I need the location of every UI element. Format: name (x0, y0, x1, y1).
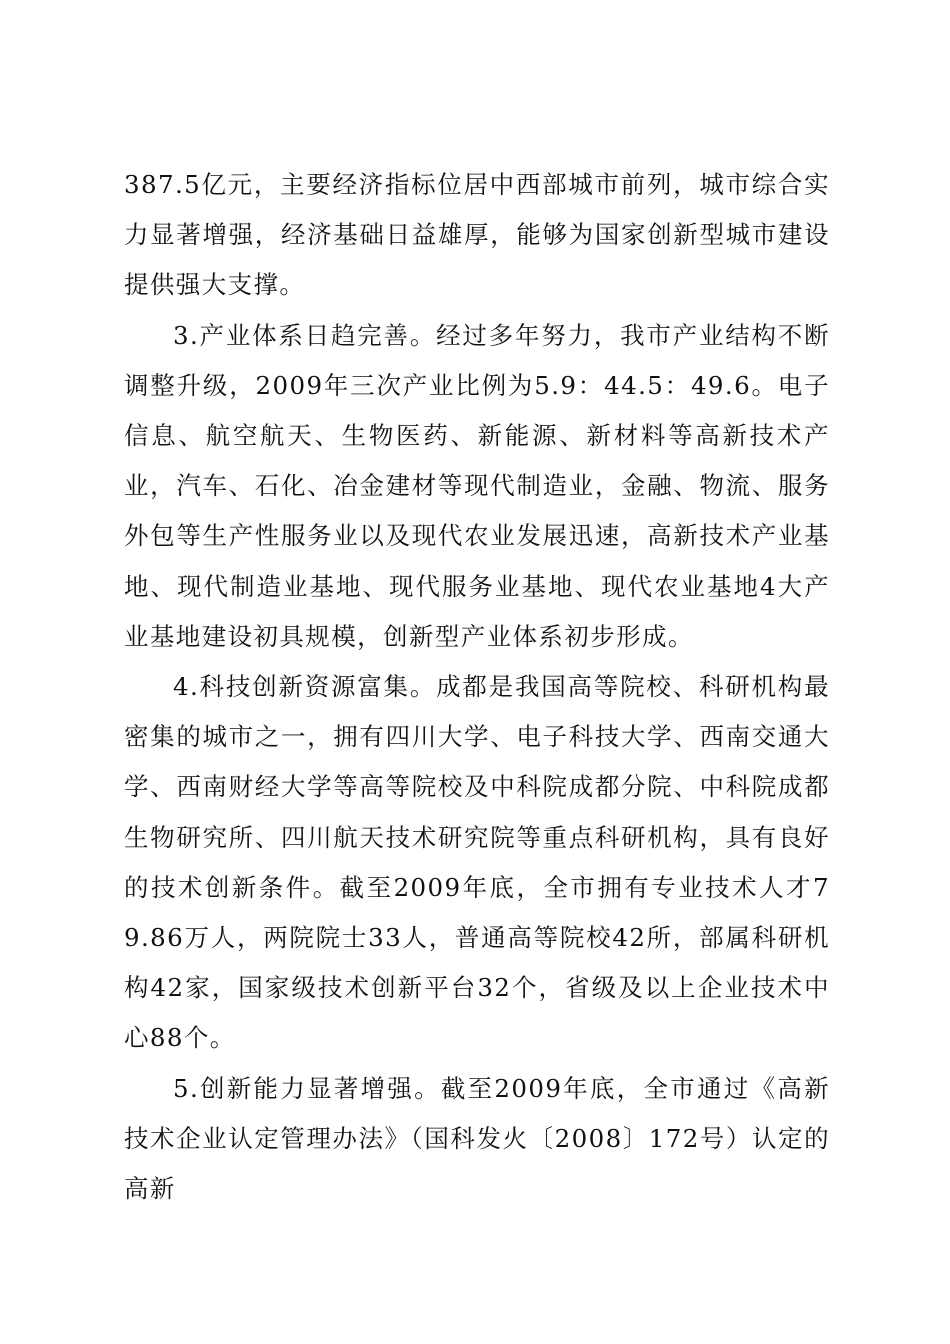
paragraph-economy-summary: 387.5亿元，主要经济指标位居中西部城市前列，城市综合实力显著增强，经济基础日益雄厚，能够为国家创新型城市建设提供强大支撑。 (124, 170, 830, 300)
paragraph-innovation-capability: 5.创新能力显著增强。截至2009年底，全市通过《高新技术企业认定管理办法》（国科发火〔2008〕172号）认定的高新 (124, 1073, 830, 1204)
paragraph-innovation-resources: 4.科技创新资源富集。成都是我国高等院校、科研机构最密集的城市之一，拥有四川大学、电子科技大学、西南交通大学、西南财经大学等高等院校及中科院成都分院、中科院成都生物研究所、四川航天技术研究院等重点科研机构，具有良好的技术创新条件。截至2009年底，全市拥有专业技术人才79.86万人，两院院士33人，普通高等院校42所，部属科研机构42家，国家级技术创新平台32个，省级及以上企业技术中心88个。 (124, 672, 830, 1053)
document-body (124, 160, 830, 1214)
paragraph-industry-system: 3.产业体系日趋完善。经过多年努力，我市产业结构不断调整升级，2009年三次产业比例为5.9：44.5：49.6。电子信息、航空航天、生物医药、新能源、新材料等高新技术产业，汽车、石化、冶金建材等现代制造业，金融、物流、服务外包等生产性服务业以及现代农业发展迅速，高新技术产业基地、现代制造业基地、现代服务业基地、现代农业基地4大产业基地建设初具规模，创新型产业体系初步形成。 (124, 320, 830, 651)
